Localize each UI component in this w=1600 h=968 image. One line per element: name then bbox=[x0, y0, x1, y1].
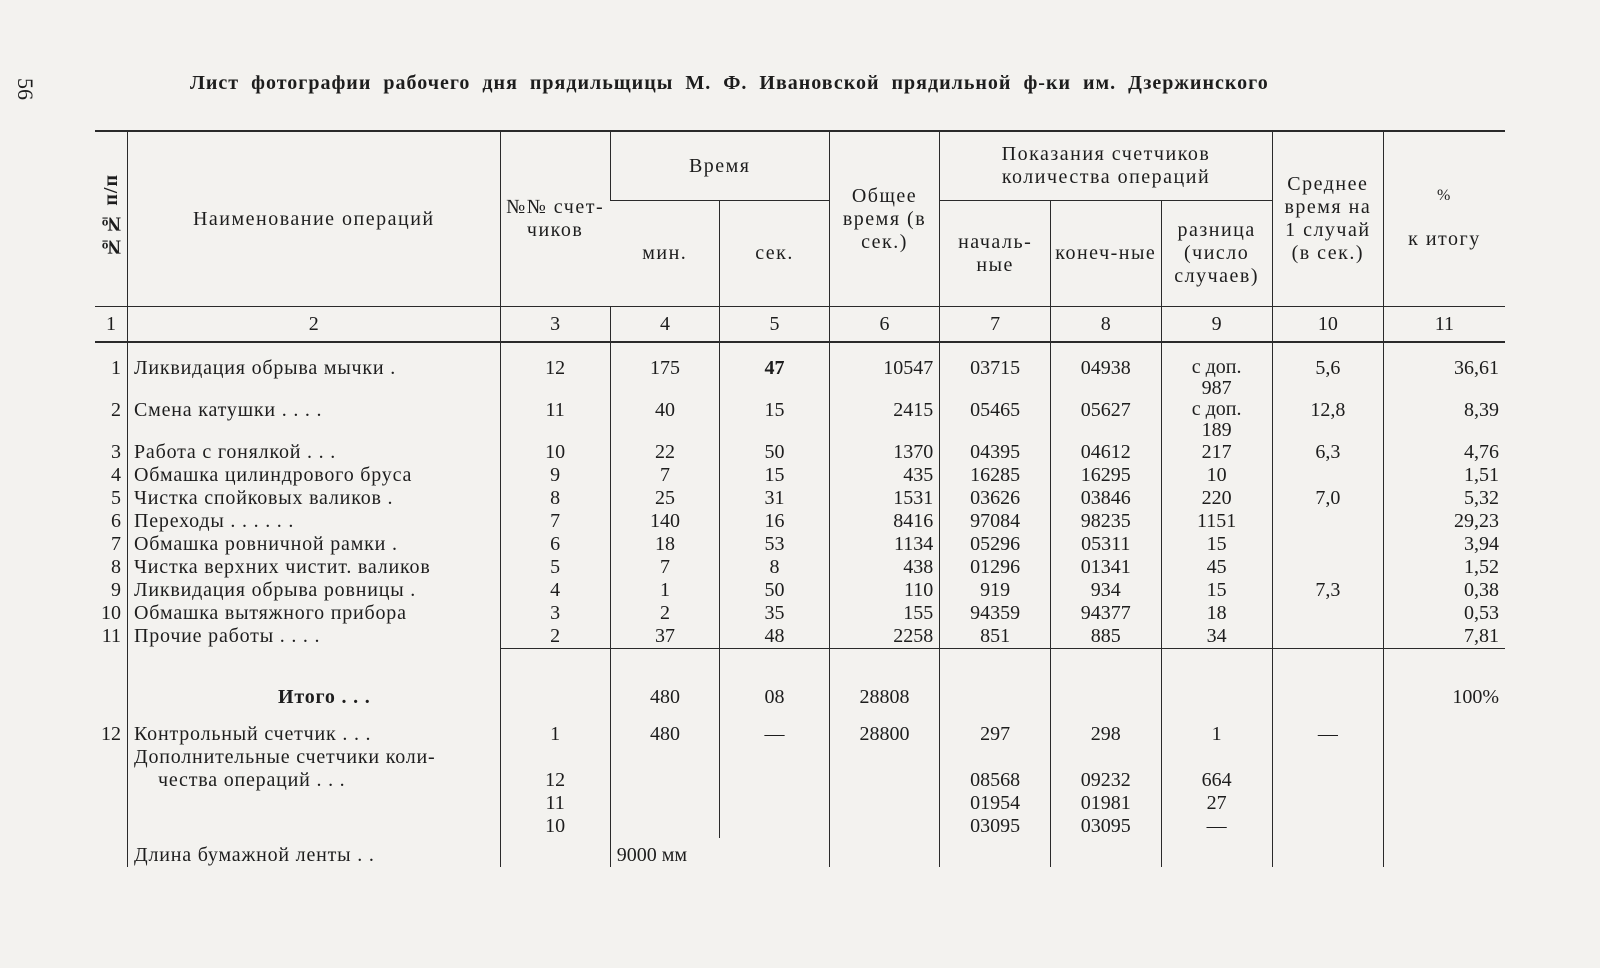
control-name: Контрольный счетчик . . . bbox=[128, 709, 501, 746]
tape-length: 9000 мм bbox=[610, 838, 829, 867]
row-sec: 50 bbox=[720, 441, 829, 464]
row-min: 140 bbox=[610, 510, 720, 533]
row-min: 175 bbox=[610, 357, 720, 399]
row-sec: 47 bbox=[720, 357, 829, 399]
row-total: 10547 bbox=[829, 357, 939, 399]
additional-name-cont: чества операций . . . bbox=[128, 769, 501, 792]
row-total: 1531 bbox=[829, 487, 939, 510]
row-total: 435 bbox=[829, 464, 939, 487]
row-avg: 5,6 bbox=[1272, 357, 1383, 399]
row-diff: 10 bbox=[1161, 464, 1272, 487]
row-pct: 4,76 bbox=[1383, 441, 1505, 464]
total-row bbox=[95, 672, 1505, 709]
row-num: 6 bbox=[111, 510, 121, 532]
row-sec: 53 bbox=[720, 533, 829, 556]
row-sec: 15 bbox=[720, 399, 829, 441]
header-counter: №№ счет-чиков bbox=[500, 131, 610, 307]
row-diff: 15 bbox=[1161, 579, 1272, 602]
additional-diff: — bbox=[1161, 815, 1272, 838]
col-number: 2 bbox=[128, 307, 501, 343]
additional-diff: 27 bbox=[1161, 792, 1272, 815]
table-row bbox=[95, 510, 1505, 533]
control-total: 28800 bbox=[829, 709, 939, 746]
row-diff: 18 bbox=[1161, 602, 1272, 625]
row-avg bbox=[1272, 556, 1383, 579]
row-end: 94377 bbox=[1051, 602, 1161, 625]
row-end: 05627 bbox=[1051, 399, 1161, 441]
row-diff bbox=[1161, 357, 1272, 399]
row-end: 05311 bbox=[1051, 533, 1161, 556]
additional-start: 08568 bbox=[940, 769, 1051, 792]
row-diff: 220 bbox=[1161, 487, 1272, 510]
header-pct-symbol: % bbox=[1437, 187, 1452, 205]
row-counter: 8 bbox=[500, 487, 610, 510]
row-start: 05296 bbox=[940, 533, 1051, 556]
additional-row bbox=[95, 769, 1505, 792]
row-pct: 5,32 bbox=[1383, 487, 1505, 510]
tape-row bbox=[95, 838, 1505, 867]
col-number: 1 bbox=[95, 307, 128, 343]
additional-end: 03095 bbox=[1051, 815, 1161, 838]
row-name: Чистка верхних чистит. валиков bbox=[128, 556, 501, 579]
additional-counter: 11 bbox=[500, 792, 610, 815]
row-end: 01341 bbox=[1051, 556, 1161, 579]
row-name: Обмашка ровничной рамки . bbox=[128, 533, 501, 556]
row-pct: 36,61 bbox=[1383, 357, 1505, 399]
row-num: 1 bbox=[111, 357, 121, 379]
row-sec: 8 bbox=[720, 556, 829, 579]
table-row bbox=[95, 556, 1505, 579]
total-label: Итого . . . bbox=[128, 672, 501, 709]
row-avg bbox=[1272, 602, 1383, 625]
row-end: 04612 bbox=[1051, 441, 1161, 464]
row-min: 37 bbox=[610, 625, 720, 649]
total-min: 480 bbox=[610, 672, 720, 709]
header-pct bbox=[1383, 131, 1505, 307]
row-counter: 3 bbox=[500, 602, 610, 625]
total-sec: 08 bbox=[720, 672, 829, 709]
row-end: 04938 bbox=[1051, 357, 1161, 399]
col-number: 4 bbox=[610, 307, 720, 343]
row-avg: 12,8 bbox=[1272, 399, 1383, 441]
additional-row bbox=[95, 815, 1505, 838]
table-row bbox=[95, 464, 1505, 487]
row-name: Смена катушки . . . . bbox=[128, 399, 501, 441]
row-counter: 11 bbox=[500, 399, 610, 441]
row-counter: 12 bbox=[500, 357, 610, 399]
row-diff-value: 189 bbox=[1201, 419, 1232, 441]
row-start: 94359 bbox=[940, 602, 1051, 625]
additional-counter: 12 bbox=[500, 769, 610, 792]
col-number: 10 bbox=[1272, 307, 1383, 343]
row-min: 40 bbox=[610, 399, 720, 441]
row-diff-prefix: с доп. bbox=[1191, 356, 1242, 378]
row-min: 25 bbox=[610, 487, 720, 510]
row-num: 8 bbox=[111, 556, 121, 578]
row-min: 7 bbox=[610, 556, 720, 579]
work-day-table bbox=[95, 130, 1505, 867]
header-name: Наименование операций bbox=[128, 131, 501, 307]
row-counter: 7 bbox=[500, 510, 610, 533]
additional-start: 03095 bbox=[940, 815, 1051, 838]
header-diff: разница (число случаев) bbox=[1161, 201, 1272, 307]
total-total: 28808 bbox=[829, 672, 939, 709]
row-total: 438 bbox=[829, 556, 939, 579]
row-num: 4 bbox=[111, 464, 121, 486]
row-total: 1370 bbox=[829, 441, 939, 464]
row-pct: 3,94 bbox=[1383, 533, 1505, 556]
row-name: Ликвидация обрыва мычки . bbox=[128, 357, 501, 399]
row-total: 110 bbox=[829, 579, 939, 602]
row-diff: 1151 bbox=[1161, 510, 1272, 533]
row-sec: 16 bbox=[720, 510, 829, 533]
row-diff: 15 bbox=[1161, 533, 1272, 556]
row-end: 885 bbox=[1051, 625, 1161, 649]
additional-start: 01954 bbox=[940, 792, 1051, 815]
row-name: Переходы . . . . . . bbox=[128, 510, 501, 533]
col-number: 7 bbox=[940, 307, 1051, 343]
row-avg bbox=[1272, 464, 1383, 487]
control-sec: — bbox=[720, 709, 829, 746]
table-row bbox=[95, 579, 1505, 602]
row-name: Работа с гонялкой . . . bbox=[128, 441, 501, 464]
additional-row bbox=[95, 792, 1505, 815]
row-start: 97084 bbox=[940, 510, 1051, 533]
row-diff-value: 987 bbox=[1201, 377, 1232, 399]
row-name: Прочие работы . . . . bbox=[128, 625, 501, 649]
header-time: Время bbox=[610, 131, 829, 201]
row-min: 18 bbox=[610, 533, 720, 556]
row-sec: 50 bbox=[720, 579, 829, 602]
control-min: 480 bbox=[610, 709, 720, 746]
row-counter: 9 bbox=[500, 464, 610, 487]
additional-counter: 10 bbox=[500, 815, 610, 838]
col-number: 3 bbox=[500, 307, 610, 343]
tape-name: Длина бумажной ленты . . bbox=[128, 838, 501, 867]
additional-diff: 664 bbox=[1161, 769, 1272, 792]
col-number: 11 bbox=[1383, 307, 1505, 343]
table-row bbox=[95, 625, 1505, 649]
control-end: 298 bbox=[1051, 709, 1161, 746]
row-start: 04395 bbox=[940, 441, 1051, 464]
row-total: 1134 bbox=[829, 533, 939, 556]
row-total: 8416 bbox=[829, 510, 939, 533]
row-avg: 7,0 bbox=[1272, 487, 1383, 510]
row-pct: 1,52 bbox=[1383, 556, 1505, 579]
header-sec: сек. bbox=[720, 201, 829, 307]
row-min: 22 bbox=[610, 441, 720, 464]
row-end: 934 bbox=[1051, 579, 1161, 602]
row-name: Обмашка цилиндрового бруса bbox=[128, 464, 501, 487]
row-counter: 2 bbox=[500, 625, 610, 649]
header-total-time: Общее время (в сек.) bbox=[829, 131, 939, 307]
row-start: 05465 bbox=[940, 399, 1051, 441]
row-end: 98235 bbox=[1051, 510, 1161, 533]
row-num: 10 bbox=[101, 602, 121, 624]
additional-heading-row bbox=[95, 746, 1505, 769]
control-counter: 1 bbox=[500, 709, 610, 746]
row-pct: 8,39 bbox=[1383, 399, 1505, 441]
additional-name: Дополнительные счетчики коли- bbox=[128, 746, 501, 769]
row-start: 03715 bbox=[940, 357, 1051, 399]
additional-end: 09232 bbox=[1051, 769, 1161, 792]
col-number: 6 bbox=[829, 307, 939, 343]
row-diff: 217 bbox=[1161, 441, 1272, 464]
row-name: Чистка спойковых валиков . bbox=[128, 487, 501, 510]
row-avg bbox=[1272, 625, 1383, 649]
row-total: 2415 bbox=[829, 399, 939, 441]
control-diff: 1 bbox=[1161, 709, 1272, 746]
control-start: 297 bbox=[940, 709, 1051, 746]
row-min: 2 bbox=[610, 602, 720, 625]
row-start: 16285 bbox=[940, 464, 1051, 487]
row-avg: 6,3 bbox=[1272, 441, 1383, 464]
header-min: мин. bbox=[610, 201, 720, 307]
table-row bbox=[95, 533, 1505, 556]
row-num: 3 bbox=[111, 441, 121, 463]
row-avg: 7,3 bbox=[1272, 579, 1383, 602]
row-avg bbox=[1272, 533, 1383, 556]
row-sec: 35 bbox=[720, 602, 829, 625]
row-pct: 0,53 bbox=[1383, 602, 1505, 625]
table-row bbox=[95, 602, 1505, 625]
row-sec: 31 bbox=[720, 487, 829, 510]
page-number: 56 bbox=[13, 78, 38, 100]
row-diff: 34 bbox=[1161, 625, 1272, 649]
row-avg bbox=[1272, 510, 1383, 533]
row-min: 7 bbox=[610, 464, 720, 487]
row-num: 11 bbox=[101, 625, 121, 647]
row-num: 9 bbox=[111, 579, 121, 601]
row-pct: 29,23 bbox=[1383, 510, 1505, 533]
row-end: 03846 bbox=[1051, 487, 1161, 510]
row-start: 03626 bbox=[940, 487, 1051, 510]
col-number: 5 bbox=[720, 307, 829, 343]
row-start: 851 bbox=[940, 625, 1051, 649]
header-avg: Среднее время на 1 случай (в сек.) bbox=[1272, 131, 1383, 307]
control-avg: — bbox=[1272, 709, 1383, 746]
col-number: 8 bbox=[1051, 307, 1161, 343]
row-start: 919 bbox=[940, 579, 1051, 602]
row-num: 7 bbox=[111, 533, 121, 555]
header-pct-label: к итогу bbox=[1408, 227, 1481, 250]
row-name: Ликвидация обрыва ровницы . bbox=[128, 579, 501, 602]
table-row bbox=[95, 399, 1505, 441]
table-row bbox=[95, 441, 1505, 464]
row-pct: 0,38 bbox=[1383, 579, 1505, 602]
row-counter: 4 bbox=[500, 579, 610, 602]
row-end: 16295 bbox=[1051, 464, 1161, 487]
header-num: №№ п/п bbox=[95, 131, 128, 307]
control-row bbox=[95, 709, 1505, 746]
row-total: 2258 bbox=[829, 625, 939, 649]
page-title: Лист фотографии рабочего дня прядильщицы М. Ф. Ивановской прядильной ф-ки им. Дзержинского bbox=[190, 72, 1269, 94]
row-diff: 45 bbox=[1161, 556, 1272, 579]
col-number: 9 bbox=[1161, 307, 1272, 343]
table-row bbox=[95, 487, 1505, 510]
row-counter: 5 bbox=[500, 556, 610, 579]
row-diff bbox=[1161, 399, 1272, 441]
control-num: 12 bbox=[101, 722, 121, 745]
row-name: Обмашка вытяжного прибора bbox=[128, 602, 501, 625]
header-end: конеч-ные bbox=[1051, 201, 1161, 307]
row-sec: 15 bbox=[720, 464, 829, 487]
row-pct: 1,51 bbox=[1383, 464, 1505, 487]
row-diff-prefix: с доп. bbox=[1191, 398, 1242, 420]
total-pct: 100% bbox=[1383, 672, 1505, 709]
additional-end: 01981 bbox=[1051, 792, 1161, 815]
row-counter: 6 bbox=[500, 533, 610, 556]
header-start: началь-ные bbox=[940, 201, 1051, 307]
table-row bbox=[95, 357, 1505, 399]
row-sec: 48 bbox=[720, 625, 829, 649]
row-pct: 7,81 bbox=[1383, 625, 1505, 649]
row-min: 1 bbox=[610, 579, 720, 602]
row-num: 2 bbox=[111, 399, 121, 421]
row-counter: 10 bbox=[500, 441, 610, 464]
row-num: 5 bbox=[111, 487, 121, 509]
row-total: 155 bbox=[829, 602, 939, 625]
header-readings: Показания счетчиков количества операций bbox=[940, 131, 1273, 201]
row-start: 01296 bbox=[940, 556, 1051, 579]
